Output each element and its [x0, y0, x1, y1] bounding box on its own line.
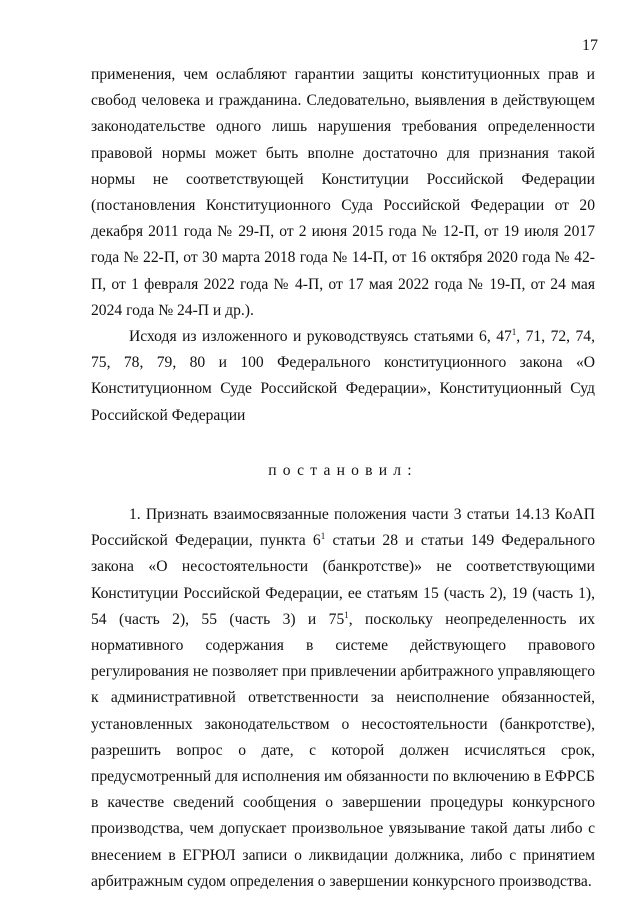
- paragraph-text-start: Исходя из изложенного и руководствуясь статьями 6, 47: [129, 328, 512, 346]
- paragraph-text: применения, чем ослабляют гарантии защиты конституционных прав и свобод человека и гражданина. Следовательно, выявления в действующем законодательстве одного лишь нарушения требования определенности правовой нормы может быть вполне достаточно для признания такой нормы не соответствующей Конституции Российской Федерации (постановления Конституционного Суда Российской Федерации от 20 декабря 2011 года № 29-П, от 2 июня 2015 года № 12-П, от 19 июля 2017 года № 22-П, от 30 марта 2018 года № 14-П, от 16 октября 2020 года № 42-П, от 1 февраля 2022 года № 4-П, от 17 мая 2022 года № 19-П, от 24 мая 2024 года № 24-П и др.).: [91, 66, 595, 319]
- paragraph-legal-certainty: [91, 62, 595, 324]
- paragraph-text-middle: статьи 28 и статьи 149 Федерального закона «О несостоятельности (банкротстве)» не соответствующими Конституции Российской Федерации, ее статьям 15 (часть 2), 19 (часть 1), 54 (часть 2), 55 (часть 3) и 75: [91, 532, 595, 628]
- superscript-marker: 1: [511, 327, 517, 338]
- document-body: [91, 62, 595, 895]
- superscript-marker: 1: [320, 531, 326, 542]
- paragraph-text-start: 1. Признать взаимосвязанные положения части 3 статьи 14.13 КоАП Российской Федерации, пункта 6: [91, 506, 595, 550]
- paragraph-grounds: [91, 324, 595, 429]
- decision-heading: постановил:: [268, 461, 418, 479]
- paragraph-text-end: , поскольку неопределенность их нормативного содержания в системе действующего правового регулирования не позволяет при привлечении арбитражного управляющего к административной ответственности за неисполнение обязанностей, установленных законодательством о несостоятельности (банкротстве), разрешить вопрос о дате, с которой должен исчисляться срок, предусмотренный для исполнения им обязанности по включению в ЕФРСБ в качестве сведений сообщения о завершении процедуры конкурсного производства, чем допускает произвольное увязывание такой даты либо с внесением в ЕГРЮЛ записи о ликвидации должника, либо с принятием арбитражным судом определения о завершении конкурсного производства.: [91, 610, 595, 890]
- superscript-marker: 1: [344, 609, 349, 620]
- page-number: 17: [582, 37, 598, 54]
- paragraph-ruling-1: [91, 502, 595, 895]
- paragraph-text-end: , 71, 72, 74, 75, 78, 79, 80 и 100 Федерального конституционного закона «О Конституционном Суде Российской Федерации», Конституционный Суд Российской Федерации: [91, 328, 595, 424]
